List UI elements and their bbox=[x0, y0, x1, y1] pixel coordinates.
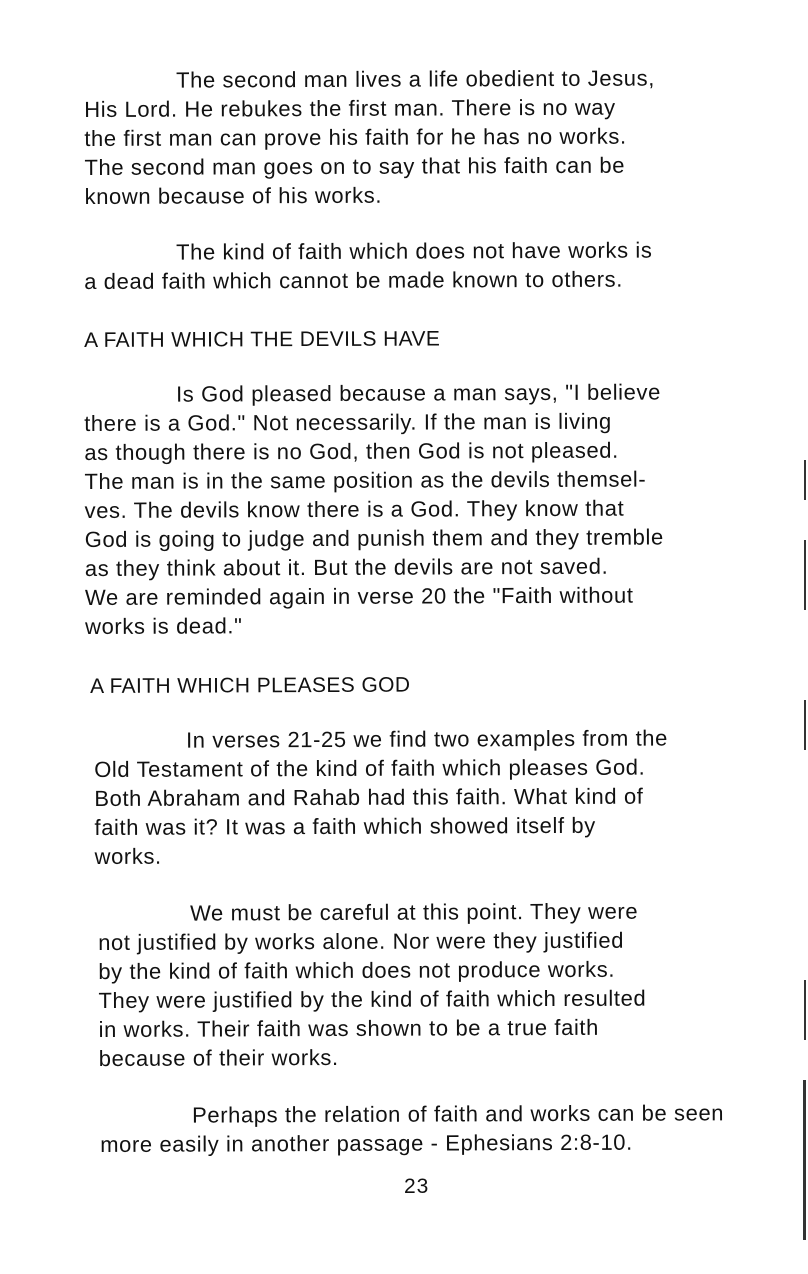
text-line: Old Testament of the kind of faith which pleases God. bbox=[94, 754, 646, 782]
text-line: Is God pleased because a man says, "I believe bbox=[176, 379, 661, 407]
paragraph-body bbox=[84, 63, 785, 211]
section-heading-devils bbox=[84, 323, 784, 355]
binding-edge-mark bbox=[804, 700, 806, 750]
text-line: God is going to judge and punish them and they tremble bbox=[84, 524, 664, 552]
binding-edge-mark bbox=[804, 980, 806, 1040]
text-line: We must be careful at this point. They were bbox=[190, 898, 639, 926]
text-line: Perhaps the relation of faith and works can be seen bbox=[192, 1100, 725, 1128]
paragraph-body bbox=[84, 377, 785, 641]
text-line: because of their works. bbox=[98, 1044, 339, 1071]
paragraph-body bbox=[98, 896, 799, 1073]
text-line: They were justified by the kind of faith which resulted bbox=[98, 985, 647, 1013]
paragraph-ephesians bbox=[100, 1098, 800, 1159]
text-line: We are reminded again in verse 20 the "Faith without bbox=[84, 582, 634, 610]
paragraph-god-pleased bbox=[84, 377, 785, 641]
paragraph-justified bbox=[98, 896, 799, 1073]
text-line: known because of his works. bbox=[84, 182, 383, 209]
binding-edge-mark bbox=[804, 540, 806, 610]
text-line: ves. The devils know there is a God. They know that bbox=[84, 495, 625, 523]
text-line: The kind of faith which does not have works is bbox=[176, 237, 653, 265]
page-number: 23 bbox=[404, 1175, 430, 1198]
text-line: as though there is no God, then God is not pleased. bbox=[84, 437, 619, 465]
text-line: by the kind of faith which does not produce works. bbox=[98, 956, 616, 984]
paragraph-second-man bbox=[84, 63, 785, 211]
paragraph-body bbox=[100, 1098, 800, 1159]
text-line: the first man can prove his faith for he has no works. bbox=[84, 123, 627, 151]
heading-text: A FAITH WHICH THE DEVILS HAVE bbox=[84, 327, 441, 352]
text-line: The man is in the same position as the devils themsel- bbox=[84, 466, 647, 494]
paragraph-examples bbox=[94, 723, 795, 871]
text-line: The second man goes on to say that his faith can be bbox=[84, 152, 626, 180]
binding-edge-mark bbox=[803, 1080, 806, 1240]
text-line: His Lord. He rebukes the first man. There is no way bbox=[84, 94, 616, 122]
text-line: The second man lives a life obedient to Jesus, bbox=[176, 65, 655, 93]
text-line: not justified by works alone. Nor were they justified bbox=[98, 927, 625, 955]
text-line: a dead faith which cannot be made known to others. bbox=[84, 266, 624, 294]
paragraph-body bbox=[94, 723, 795, 871]
text-line: in works. Their faith was shown to be a true faith bbox=[98, 1014, 600, 1042]
paragraph-dead-faith bbox=[84, 235, 784, 296]
binding-edge-mark bbox=[804, 460, 806, 500]
text-line: there is a God." Not necessarily. If the man is living bbox=[84, 408, 612, 436]
paragraph-body bbox=[84, 235, 784, 296]
text-line: faith was it? It was a faith which showed itself by bbox=[94, 812, 596, 840]
text-line: works. bbox=[94, 843, 162, 869]
text-line: Both Abraham and Rahab had this faith. What kind of bbox=[94, 783, 644, 811]
text-line: more easily in another passage - Ephesians 2:8-10. bbox=[100, 1129, 633, 1157]
text-line: In verses 21-25 we find two examples from the bbox=[186, 725, 669, 753]
text-line: as they think about it. But the devils are not saved. bbox=[84, 553, 609, 581]
heading-text: A FAITH WHICH PLEASES GOD bbox=[90, 673, 411, 698]
text-line: works is dead." bbox=[85, 613, 243, 639]
section-heading-pleases-god bbox=[90, 669, 790, 701]
